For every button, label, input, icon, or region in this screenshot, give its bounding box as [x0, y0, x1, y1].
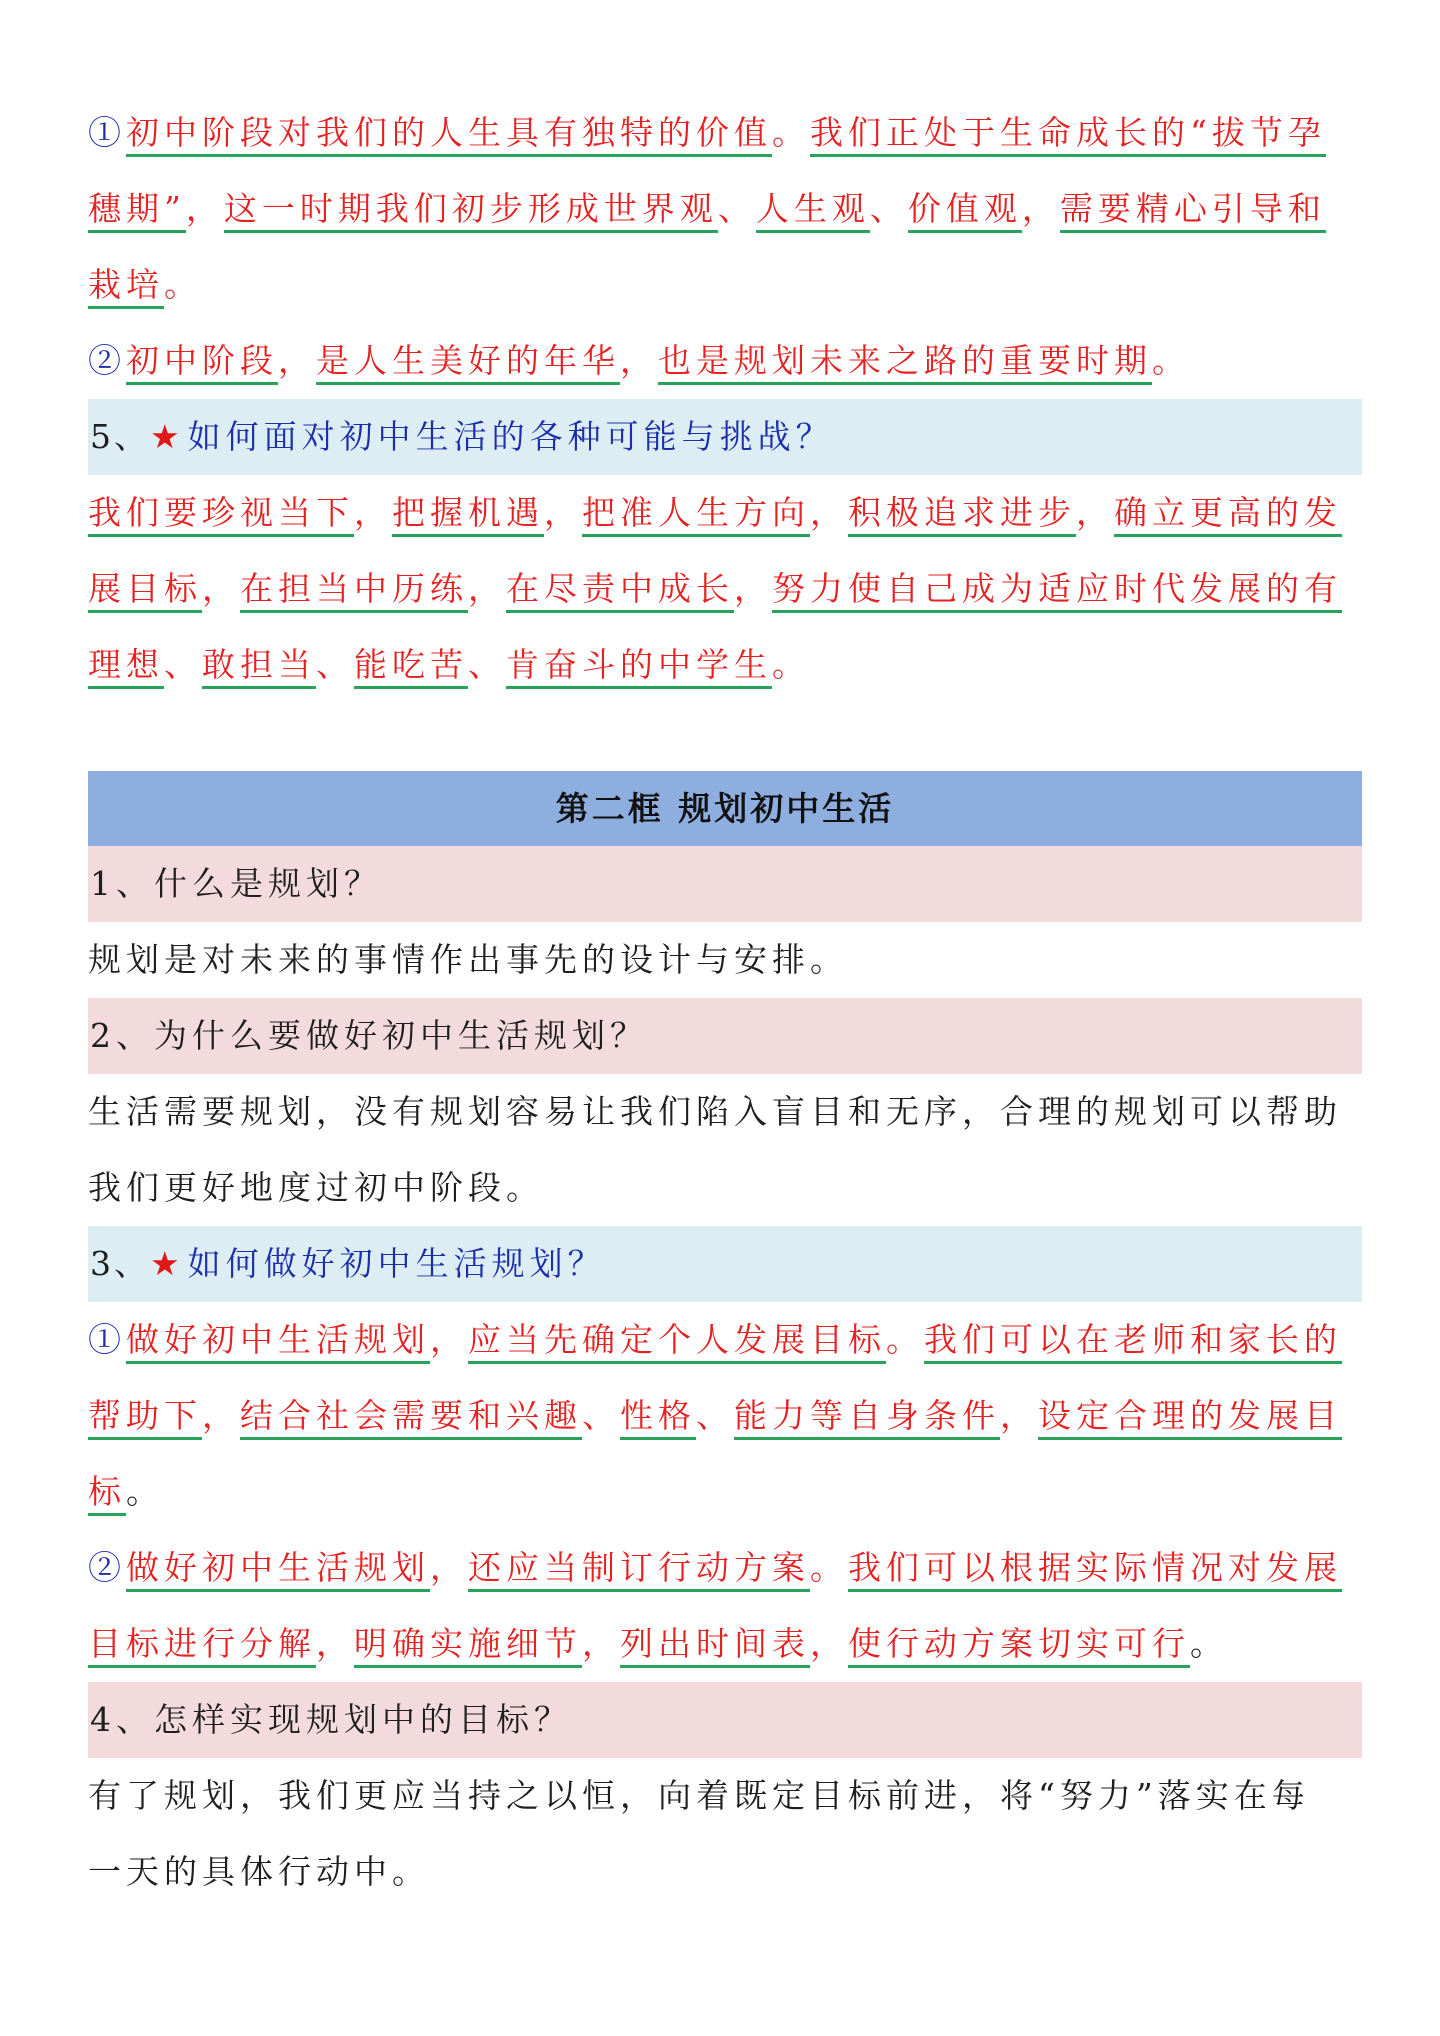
key-point-text: 我们可以在老师和家长的	[924, 1320, 1342, 1364]
circled-number-1: ①	[88, 1320, 126, 1359]
punctuation: ，	[185, 189, 224, 228]
answer-4-line-1: 有了规划，我们更应当持之以恒，向着既定目标前进，将“努力”落实在每	[88, 1776, 1310, 1815]
punctuation: ，	[810, 493, 848, 532]
key-point-text: 在尽责中成长	[506, 569, 734, 613]
key-point-text: 理想	[88, 645, 164, 689]
punctuation: ，	[1021, 189, 1060, 228]
punctuation: 、	[696, 1396, 734, 1435]
punctuation: 。	[810, 1548, 848, 1587]
answer-5-line-2	[88, 551, 1362, 627]
key-point-text: 能力等自身条件	[734, 1396, 1000, 1440]
answer-2-line-1: 生活需要规划，没有规划容易让我们陷入盲目和无序，合理的规划可以帮助	[88, 1092, 1342, 1131]
paragraph-1-line-3	[88, 247, 1362, 323]
key-point-text: 需要精心引导和	[1060, 189, 1326, 233]
section-title: 第二框 规划初中生活	[88, 771, 1362, 846]
key-point-text: 努力使自己成为适应时代发展的有	[772, 569, 1342, 613]
key-point-text: 展目标	[88, 569, 202, 613]
punctuation: 、	[717, 189, 756, 228]
key-point-text: 确立更高的发	[1114, 493, 1342, 537]
punctuation: 。	[772, 113, 810, 152]
key-point-text: 列出时间表	[620, 1624, 810, 1668]
key-point-text: 还应当制订行动方案	[468, 1548, 810, 1592]
answer-1: 规划是对未来的事情作出事先的设计与安排。	[88, 940, 848, 979]
page-part2	[88, 846, 1362, 1910]
circled-number-2: ②	[88, 341, 126, 380]
punctuation: 。	[164, 265, 202, 304]
key-point-text: 也是规划未来之路的重要时期	[658, 341, 1152, 385]
key-point-text: 应当先确定个人发展目标	[468, 1320, 886, 1364]
key-point-text: 初中阶段	[126, 341, 278, 385]
key-point-text: 把握机遇	[392, 493, 544, 537]
punctuation: ，	[430, 1548, 468, 1587]
question-4: 4、怎样实现规划中的目标？	[88, 1682, 1362, 1758]
key-point-text: 在担当中历练	[240, 569, 468, 613]
answer-4-line-2: 一天的具体行动中。	[88, 1852, 430, 1891]
punctuation: ，	[544, 493, 582, 532]
punctuation: ，	[354, 493, 392, 532]
key-point-text: 做好初中生活规划	[126, 1548, 430, 1592]
punctuation: ，	[810, 1624, 848, 1663]
key-point-text: 我们正处于生命成长的“拔节孕	[810, 113, 1326, 157]
punctuation: ，	[468, 569, 506, 608]
key-point-text: 栽培	[88, 265, 164, 309]
key-point-text: 这一时期我们初步形成世界观	[224, 189, 718, 233]
punctuation: 、	[869, 189, 908, 228]
star-icon: ★	[150, 1244, 180, 1283]
key-point-text: 敢担当	[202, 645, 316, 689]
star-icon: ★	[150, 417, 180, 456]
answer-3-point-1-line-1	[88, 1302, 1362, 1378]
key-point-text: 明确实施细节	[354, 1624, 582, 1668]
punctuation: 、	[316, 645, 354, 684]
punctuation: ，	[316, 1624, 354, 1663]
answer-3-point-2-line-2	[88, 1606, 1362, 1682]
circled-number-2: ②	[88, 1548, 126, 1587]
answer-5-line-1	[88, 475, 1362, 551]
punctuation: ，	[620, 341, 658, 380]
key-point-text: 设定合理的发展目	[1038, 1396, 1342, 1440]
question-number: 3、	[90, 1244, 150, 1283]
punctuation: ，	[582, 1624, 620, 1663]
key-point-text: 是人生美好的年华	[316, 341, 620, 385]
key-point-text: 标	[88, 1472, 126, 1516]
punctuation: ，	[202, 1396, 240, 1435]
key-point-text: 肯奋斗的中学生	[506, 645, 772, 689]
paragraph-1-line-2	[88, 171, 1362, 247]
question-5	[88, 399, 1362, 475]
punctuation: ，	[1076, 493, 1114, 532]
paragraph-2	[88, 323, 1362, 399]
punctuation: ，	[202, 569, 240, 608]
punctuation: 。	[1152, 341, 1190, 380]
punctuation: 。	[1190, 1624, 1228, 1663]
page-part1	[88, 95, 1362, 703]
punctuation: 。	[772, 645, 810, 684]
key-point-text: 穗期”	[88, 189, 186, 233]
punctuation: 、	[582, 1396, 620, 1435]
key-point-text: 积极追求进步	[848, 493, 1076, 537]
punctuation: 、	[164, 645, 202, 684]
circled-number-1: ①	[88, 113, 126, 152]
answer-3-point-2-line-1	[88, 1530, 1362, 1606]
punctuation: ，	[1000, 1396, 1038, 1435]
key-point-text: 帮助下	[88, 1396, 202, 1440]
punctuation: ，	[734, 569, 772, 608]
answer-3-point-1-line-2	[88, 1378, 1362, 1454]
punctuation: 。	[126, 1472, 164, 1511]
question-text: 如何面对初中生活的各种可能与挑战？	[187, 417, 834, 456]
key-point-text: 做好初中生活规划	[126, 1320, 430, 1364]
key-point-text: 性格	[620, 1396, 696, 1440]
answer-5-line-3	[88, 627, 1362, 703]
question-2: 2、为什么要做好初中生活规划？	[88, 998, 1362, 1074]
key-point-text: 目标进行分解	[88, 1624, 316, 1668]
key-point-text: 人生观	[756, 189, 870, 233]
question-text: 如何做好初中生活规划？	[187, 1244, 606, 1283]
answer-3-point-1-line-3	[88, 1454, 1362, 1530]
key-point-text: 我们要珍视当下	[88, 493, 354, 537]
key-point-text: 结合社会需要和兴趣	[240, 1396, 582, 1440]
question-number: 5、	[90, 417, 150, 456]
key-point-text: 价值观	[908, 189, 1022, 233]
key-point-text: 使行动方案切实可行	[848, 1624, 1190, 1668]
question-1: 1、什么是规划？	[88, 846, 1362, 922]
question-3	[88, 1226, 1362, 1302]
punctuation: ，	[430, 1320, 468, 1359]
punctuation: 、	[468, 645, 506, 684]
answer-2-line-2: 我们更好地度过初中阶段。	[88, 1168, 544, 1207]
punctuation: ，	[278, 341, 316, 380]
punctuation: 。	[886, 1320, 924, 1359]
key-point-text: 我们可以根据实际情况对发展	[848, 1548, 1342, 1592]
key-point-text: 把准人生方向	[582, 493, 810, 537]
key-point-text: 能吃苦	[354, 645, 468, 689]
key-point-text: 初中阶段对我们的人生具有独特的价值	[126, 113, 772, 157]
paragraph-1-line-1	[88, 95, 1362, 171]
